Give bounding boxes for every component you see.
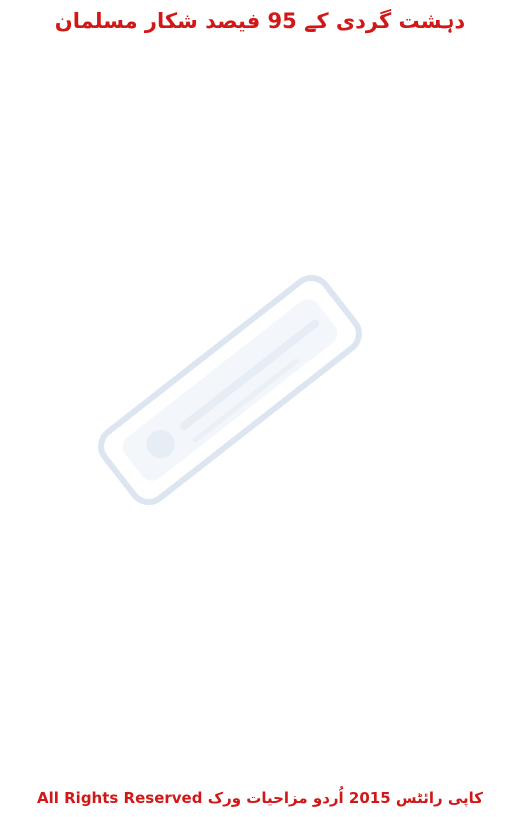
article-body [10,42,510,782]
copyright-footer: کاپی رائٹس 2015 اُردو مزاحیات ورک All Rights Reserved [37,789,483,807]
article-title: دہشت گردی کے 95 فیصد شکار مسلمان [54,9,466,33]
